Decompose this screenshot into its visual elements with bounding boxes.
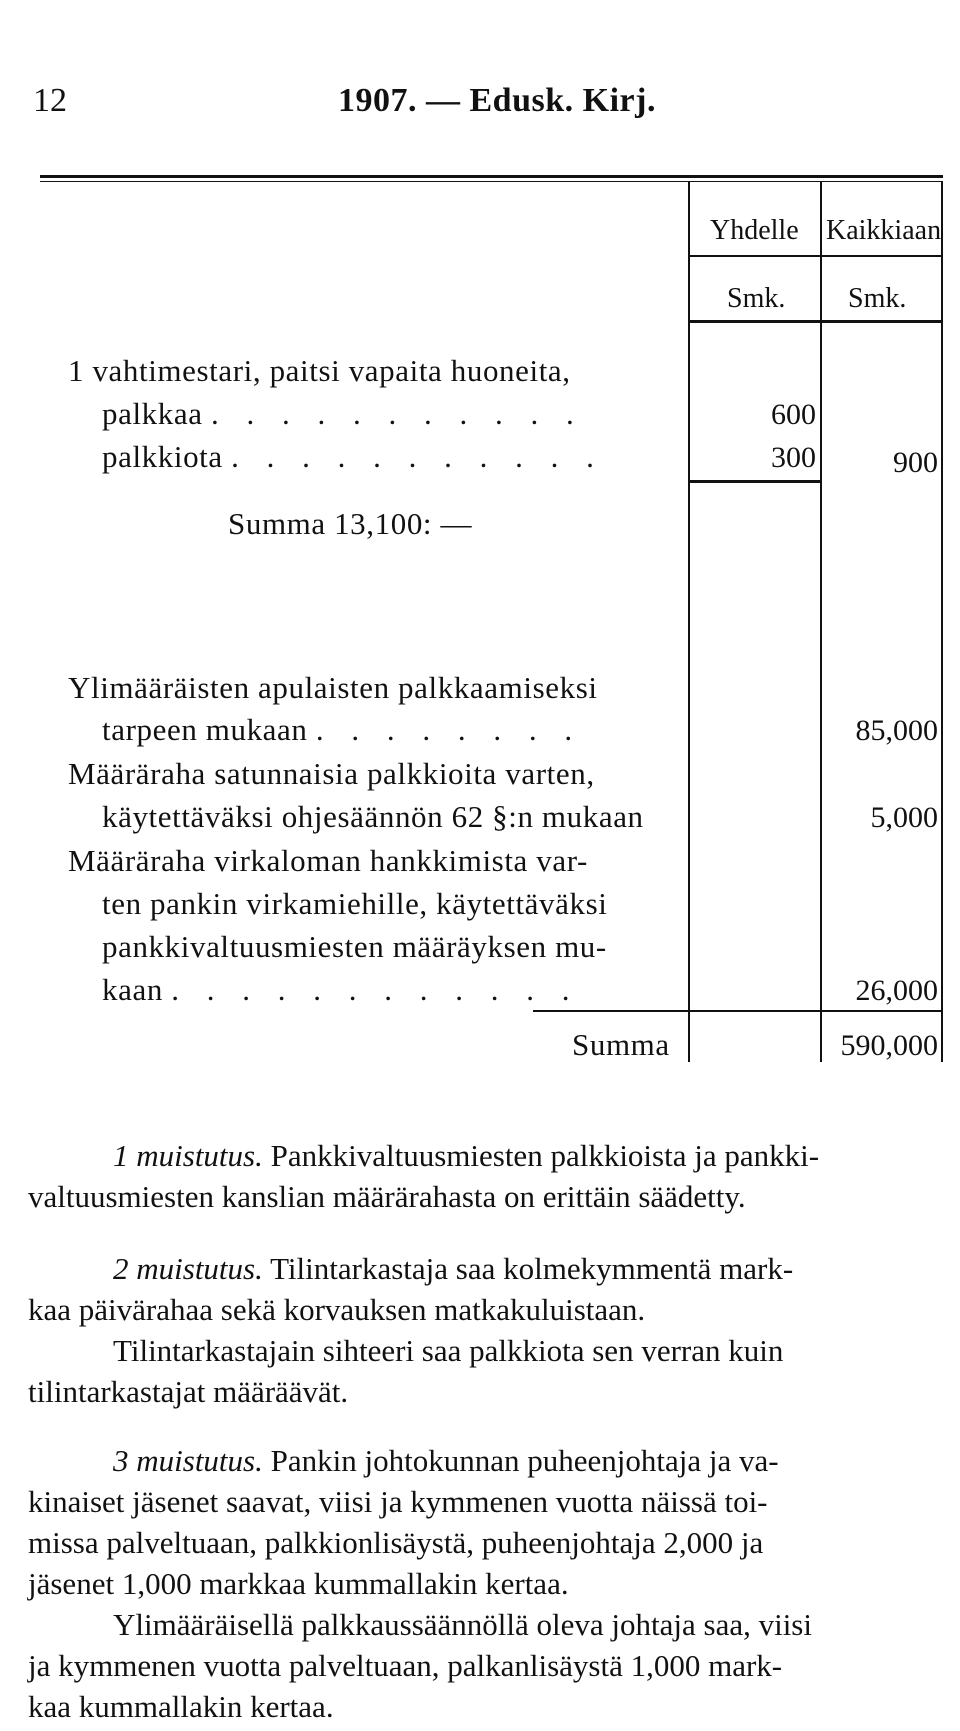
note-3: [28, 1440, 952, 1727]
note-2-label: 2 muistutus.: [113, 1251, 263, 1286]
row2-value: 5,000: [870, 801, 938, 834]
note-3-line: missa palveltuaan, palkkionlisäystä, puheenjohtaja 2,000 ja: [28, 1525, 764, 1560]
note-2: [28, 1248, 952, 1412]
note-1: [28, 1135, 952, 1217]
row3-line2: ten pankin virkamiehille, käytettäväksi: [102, 886, 608, 921]
note-3-line: ja kymmenen vuotta palveltuaan, palkanlisäystä 1,000 mark-: [28, 1648, 783, 1683]
sum-value: 590,000: [840, 1029, 938, 1062]
row1-value: 85,000: [855, 714, 938, 747]
note-2-line: 2 muistutus. Tilintarkastaja saa kolmekymmentä mark-: [113, 1251, 794, 1286]
fee-label: palkkiota: [102, 439, 223, 474]
column-unit-kaikkiaan: Smk.: [848, 283, 907, 314]
table-top-rule: [40, 175, 943, 178]
row1-line2: [102, 712, 582, 748]
column-divider-right: [941, 182, 943, 1062]
column-divider-left: [688, 182, 690, 1062]
table-top-rule-thin: [40, 181, 943, 182]
fee-dots: . . . . . . . . . . .: [231, 439, 604, 474]
pay-row: [102, 396, 584, 432]
pay-label: palkkaa: [102, 396, 203, 431]
row3-dots: . . . . . . . . . . . .: [171, 972, 580, 1007]
fee-value: 300: [771, 441, 816, 474]
note-3-line: jäsenet 1,000 markkaa kummallakin kertaa.: [28, 1566, 569, 1601]
note-1-line: 1 muistutus. Pankkivaltuusmiesten palkkioista ja pankki-: [113, 1138, 820, 1173]
page-number: 12: [33, 82, 67, 119]
subtotal-rule: [688, 480, 820, 483]
header-bottom-rule: [688, 320, 941, 323]
column-header-yhdelle: Yhdelle: [710, 215, 799, 246]
row3-value: 26,000: [855, 974, 938, 1007]
column-divider-middle: [820, 182, 822, 1062]
row1-dots: . . . . . . . .: [315, 712, 583, 747]
row2-line1: Määräraha satunnaisia palkkioita varten,: [68, 756, 595, 791]
row1-line1: Ylimääräisten apulaisten palkkaamiseksi: [68, 670, 598, 705]
item-description: 1 vahtimestari, paitsi vapaita huoneita,: [68, 353, 571, 388]
note-2-line: tilintarkastajat määräävät.: [28, 1374, 349, 1409]
note-2-line: Tilintarkastajain sihteeri saa palkkiota sen verran kuin: [113, 1333, 784, 1368]
note-3-line: kaa kummallakin kertaa.: [28, 1689, 334, 1724]
running-head: 1907. — Edusk. Kirj.: [338, 82, 656, 119]
pay-dots: . . . . . . . . . . .: [210, 396, 584, 431]
row3-line4: [102, 972, 580, 1008]
pay-value: 600: [771, 398, 816, 431]
note-1-label: 1 muistutus.: [113, 1138, 263, 1173]
note-3-label: 3 muistutus.: [113, 1443, 263, 1478]
row3-line1: Määräraha virkaloman hankkimista var-: [68, 843, 588, 878]
note-3-line: kinaiset jäsenet saavat, viisi ja kymmenen vuotta näissä toi-: [28, 1484, 768, 1519]
note-3-line: 3 muistutus. Pankin johtokunnan puheenjohtaja ja va-: [113, 1443, 779, 1478]
row3-line3: pankkivaltuusmiesten määräyksen mu-: [102, 929, 607, 964]
column-header-kaikkiaan: Kaikkiaan: [826, 215, 942, 246]
sum-rule: [533, 1010, 943, 1012]
column-unit-yhdelle: Smk.: [727, 283, 786, 314]
header-separator: [688, 255, 941, 257]
note-1-line: valtuusmiesten kanslian määrärahasta on erittäin säädetty.: [28, 1179, 746, 1214]
item-total: 900: [893, 446, 938, 479]
row1-label: tarpeen mukaan: [102, 712, 308, 747]
section1-sum: Summa 13,100: —: [228, 506, 473, 541]
row2-line2: käytettäväksi ohjesäännön 62 §:n mukaan: [102, 799, 644, 834]
note-2-line: kaa päivärahaa sekä korvauksen matkakuluistaan.: [28, 1292, 646, 1327]
note-3-line: Ylimääräisellä palkkaussäännöllä oleva johtaja saa, viisi: [113, 1607, 812, 1642]
sum-label: Summa: [572, 1027, 670, 1062]
fee-row: [102, 439, 604, 475]
row3-label: kaan: [102, 972, 163, 1007]
